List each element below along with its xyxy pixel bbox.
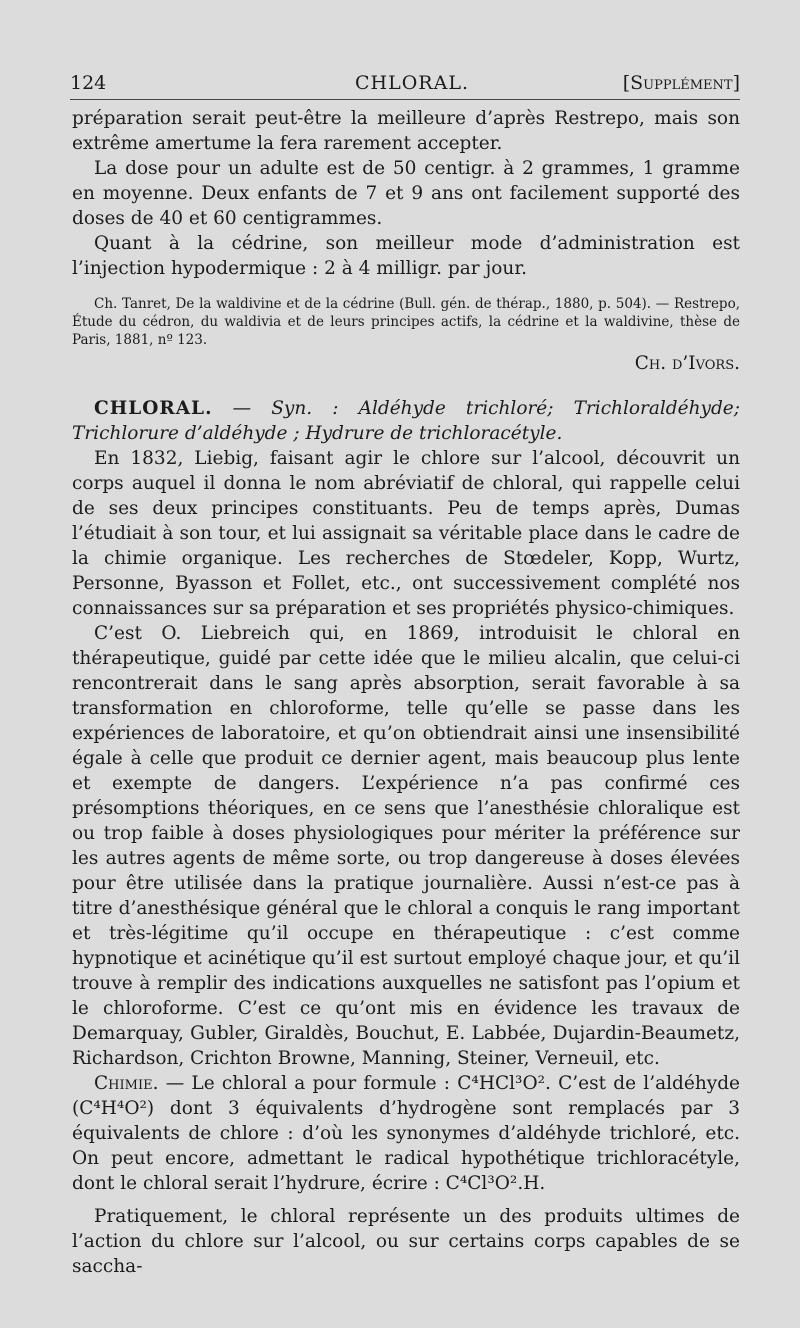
author-signature: Ch. d’Ivors. xyxy=(634,353,740,374)
section-label: [Supplément] xyxy=(622,72,740,94)
paragraph-1: préparation serait peut-être la meilleure d’après Restrepo, mais son extrême amertume la fera rarement accepter. xyxy=(72,108,740,154)
text-body xyxy=(72,106,740,1279)
paragraph-2: La dose pour un adulte est de 50 centigr. à 2 grammes, 1 gramme en moyenne. Deux enfants de 7 et 9 ans ont facilement supporté des doses de 40 et 60 centigrammes. xyxy=(72,158,740,229)
paragraph-preparation: Pratiquement, le chloral représente un des produits ultimes de l’action du chlore sur l’alcool, ou sur certains corps capables de se saccha- xyxy=(72,1206,740,1277)
chimie-text: — Le chloral a pour formule : C⁴HCl³O². C’est de l’aldéhyde (C⁴H⁴O²) dont 3 équivalents d’hydrogène sont remplacés par 3 équivalents de chlore : d’où les synonymes d’aldéhyde trichloré, etc. On peut encore, admettant le radical hypothétique trichloracétyle, dont le chloral serait l’hydrure, écrire : C⁴Cl³O².H. xyxy=(72,1073,740,1194)
synonyms: — Syn. : Aldéhyde trichloré; Trichloraldéhyde; Trichlorure d’aldéhyde ; Hydrure de trichloracétyle. xyxy=(72,398,740,444)
running-title: CHLORAL. xyxy=(355,72,469,94)
paragraph-chimie xyxy=(72,1071,740,1196)
running-header xyxy=(70,72,740,102)
bibliography-reference: Ch. Tanret, De la waldivine et de la cédrine (Bull. gén. de thérap., 1880, p. 504). — Restrepo, Étude du cédron, du waldivia et de leurs principes actifs, la cédrine et la waldivine, thèse de Paris, 1881, nº 123. xyxy=(72,296,740,348)
paragraph-3: Quant à la cédrine, son meilleur mode d’administration est l’injection hypodermique : 2 à 4 milligr. par jour. xyxy=(72,233,740,279)
paragraph-history: En 1832, Liebig, faisant agir le chlore sur l’alcool, découvrit un corps auquel il donna le nom abréviatif de chloral, qui rappelle celui de ses deux principes constituants. Peu de temps après, Dumas l’étudiait à son tour, et lui assignait sa véritable place dans le cadre de la chimie organique. Les recherches de Stœdeler, Kopp, Wurtz, Personne, Byasson et Follet, etc., ont successivement complété nos connaissances sur sa préparation et ses propriétés physico-chimiques. xyxy=(72,448,740,619)
chimie-label: Chimie. xyxy=(94,1073,159,1094)
page-number: 124 xyxy=(70,72,107,94)
paragraph-therapeutics: C’est O. Liebreich qui, en 1869, introduisit le chloral en thérapeutique, guidé par cette idée que le milieu alcalin, que celui-ci rencontrerait dans le sang après absorption, serait favorable à sa transformation en chloroforme, telle qu’elle se passe dans les expériences de laboratoire, et qu’on obtiendrait ainsi une insensibilité égale à celle que produit ce dernier agent, mais beaucoup plus lente et exempte de dangers. L’expérience n’a pas confirmé ces présomptions théoriques, en ce sens que l’anesthésie chloralique est ou trop faible à doses physiologiques pour mériter la préférence sur les autres agents de même sorte, ou trop dangereuse à doses élevées pour être utilisée dans la pratique journalière. Aussi n’est-ce pas à titre d’anesthésique général que le chloral a conquis le rang important et très-légitime qu’il occupe en thérapeutique : c’est comme hypnotique et acinétique qu’il est surtout employé chaque jour, et qu’il trouve à remplir des indications auxquelles ne satisfont pas l’opium et le chloroforme. C’est ce qu’ont mis en évidence les travaux de Demarquay, Gubler, Giraldès, Bouchut, E. Labbée, Dujardin-Beaumetz, Richardson, Crichton Browne, Manning, Steiner, Verneuil, etc. xyxy=(72,623,740,1069)
article-heading xyxy=(72,396,740,446)
header-rule xyxy=(70,99,740,100)
headword: CHLORAL. xyxy=(94,398,213,419)
